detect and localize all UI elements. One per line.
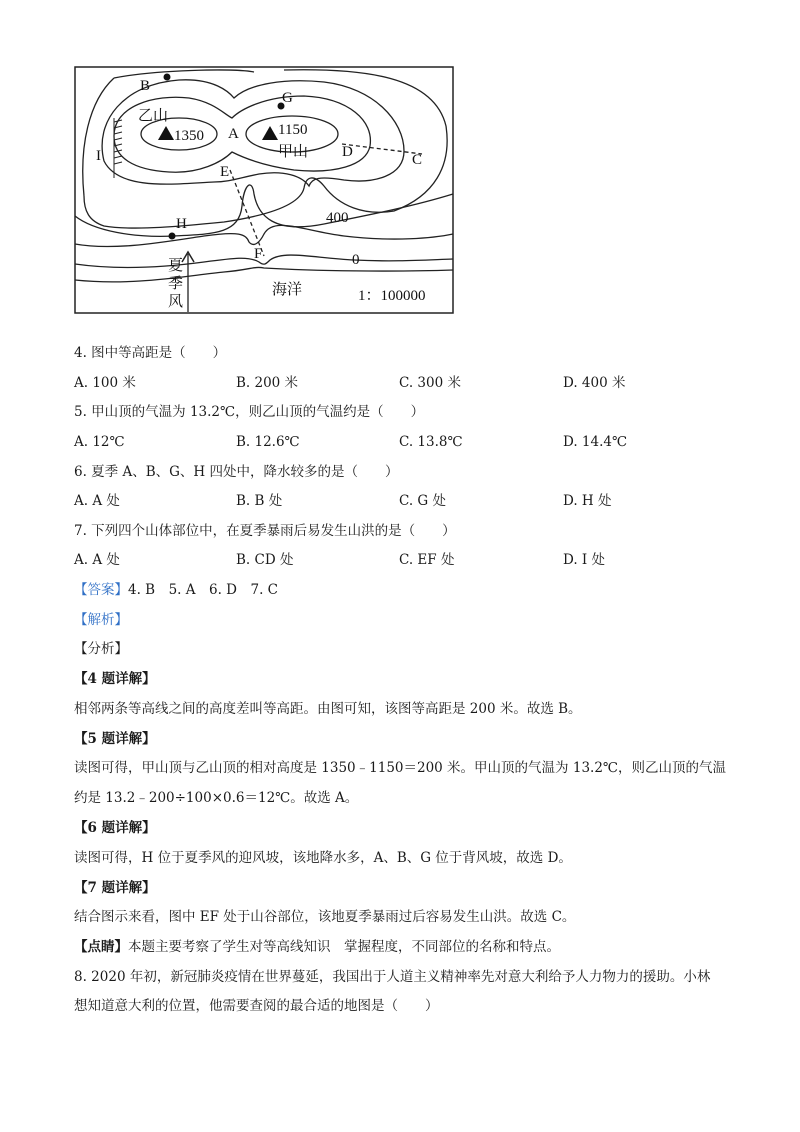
detail-7-line-1: 结合图示来看，图中 EF 处于山谷部位，该地夏季暴雨过后容易发生山洪。故选 C。: [74, 909, 576, 925]
q7-option-a: A. A 处: [74, 552, 120, 568]
map-label-yishan: 乙山: [138, 108, 169, 124]
question-4-stem: 4. 图中等高距是（ ）: [74, 345, 227, 361]
detail-5-line-1: 读图可得，甲山顶与乙山顶的相对高度是 1350﹣1150＝200 米。甲山顶的气温为 13.2℃，则乙山顶的气温: [74, 760, 727, 776]
map-label-f: F: [254, 246, 263, 262]
analysis-tag: 【解析】: [74, 612, 128, 628]
map-label-i: I: [96, 148, 101, 164]
question-7-stem: 7. 下列四个山体部位中，在夏季暴雨后易发生山洪的是（ ）: [74, 523, 456, 539]
question-6-stem: 6. 夏季 A、B、G、H 四处中，降水较多的是（ ）: [74, 464, 399, 480]
q6-option-c: C. G 处: [399, 493, 447, 509]
q5-option-d: D. 14.4℃: [563, 434, 628, 450]
map-label-d: D: [342, 144, 353, 160]
detail-5-line-2: 约是 13.2﹣200÷100×0.6＝12℃。故选 A。: [74, 790, 359, 806]
answer-tag: 【答案】: [74, 582, 128, 598]
q7-option-b: B. CD 处: [236, 552, 294, 568]
map-scale: 1：100000: [358, 288, 426, 304]
map-label-wind-3: 风: [168, 294, 184, 310]
q4-option-c: C. 300 米: [399, 375, 461, 391]
question-5-stem: 5. 甲山顶的气温为 13.2℃，则乙山顶的气温约是（ ）: [74, 404, 425, 420]
map-label-ocean: 海洋: [272, 282, 303, 298]
q5-option-c: C. 13.8℃: [399, 434, 463, 450]
detail-6-line-1: 读图可得，H 位于夏季风的迎风坡，该地降水多，A、B、G 位于背风坡，故选 D。: [74, 850, 572, 866]
q5-option-a: A. 12℃: [74, 434, 125, 450]
dianjing-tag: 【点睛】: [74, 939, 128, 955]
q6-option-d: D. H 处: [563, 493, 612, 509]
detail-6-title: 【6 题详解】: [74, 820, 156, 836]
map-label-b: B: [140, 78, 151, 94]
contour-map: [74, 66, 454, 314]
q6-option-b: B. B 处: [236, 493, 283, 509]
q7-option-c: C. EF 处: [399, 552, 455, 568]
fenxi-heading: 【分析】: [74, 641, 128, 657]
map-label-a: A: [228, 126, 239, 142]
q6-option-a: A. A 处: [74, 493, 120, 509]
map-label-e: E: [220, 164, 230, 180]
q4-option-d: D. 400 米: [563, 375, 626, 391]
detail-5-title: 【5 题详解】: [74, 731, 156, 747]
map-label-0: 0: [352, 252, 360, 268]
question-8-line-2: 想知道意大利的位置，他需要查阅的最合适的地图是（ ）: [74, 998, 439, 1014]
q7-option-d: D. I 处: [563, 552, 606, 568]
question-8-line-1: 8. 2020 年初，新冠肺炎疫情在世界蔓延，我国出于人道主义精神率先对意大利给予人力物力的援助。小林: [74, 969, 711, 985]
q5-option-b: B. 12.6℃: [236, 434, 300, 450]
dianjing-line: [74, 937, 560, 957]
map-label-g: G: [282, 90, 293, 106]
map-label-c: C: [412, 152, 423, 168]
map-label-peak2: 1150: [278, 122, 308, 138]
map-label-jiashan: 甲山: [278, 144, 309, 160]
q4-option-b: B. 200 米: [236, 375, 299, 391]
map-label-wind-2: 季: [168, 276, 184, 292]
map-label-wind-1: 夏: [168, 258, 184, 274]
map-label-peak1: 1350: [174, 128, 204, 144]
map-label-400: 400: [326, 210, 349, 226]
answer-text: 4. B 5. A 6. D 7. C: [128, 582, 279, 598]
map-label-h: H: [176, 216, 187, 232]
dianjing-text: 本题主要考察了学生对等高线知识 掌握程度，不同部位的名称和特点。: [128, 939, 560, 955]
detail-4-line-1: 相邻两条等高线之间的高度差叫等高距。由图可知，该图等高距是 200 米。故选 B。: [74, 701, 582, 717]
answer-line: [74, 580, 278, 600]
detail-7-title: 【7 题详解】: [74, 880, 156, 896]
detail-4-title: 【4 题详解】: [74, 671, 156, 687]
q4-option-a: A. 100 米: [74, 375, 136, 391]
